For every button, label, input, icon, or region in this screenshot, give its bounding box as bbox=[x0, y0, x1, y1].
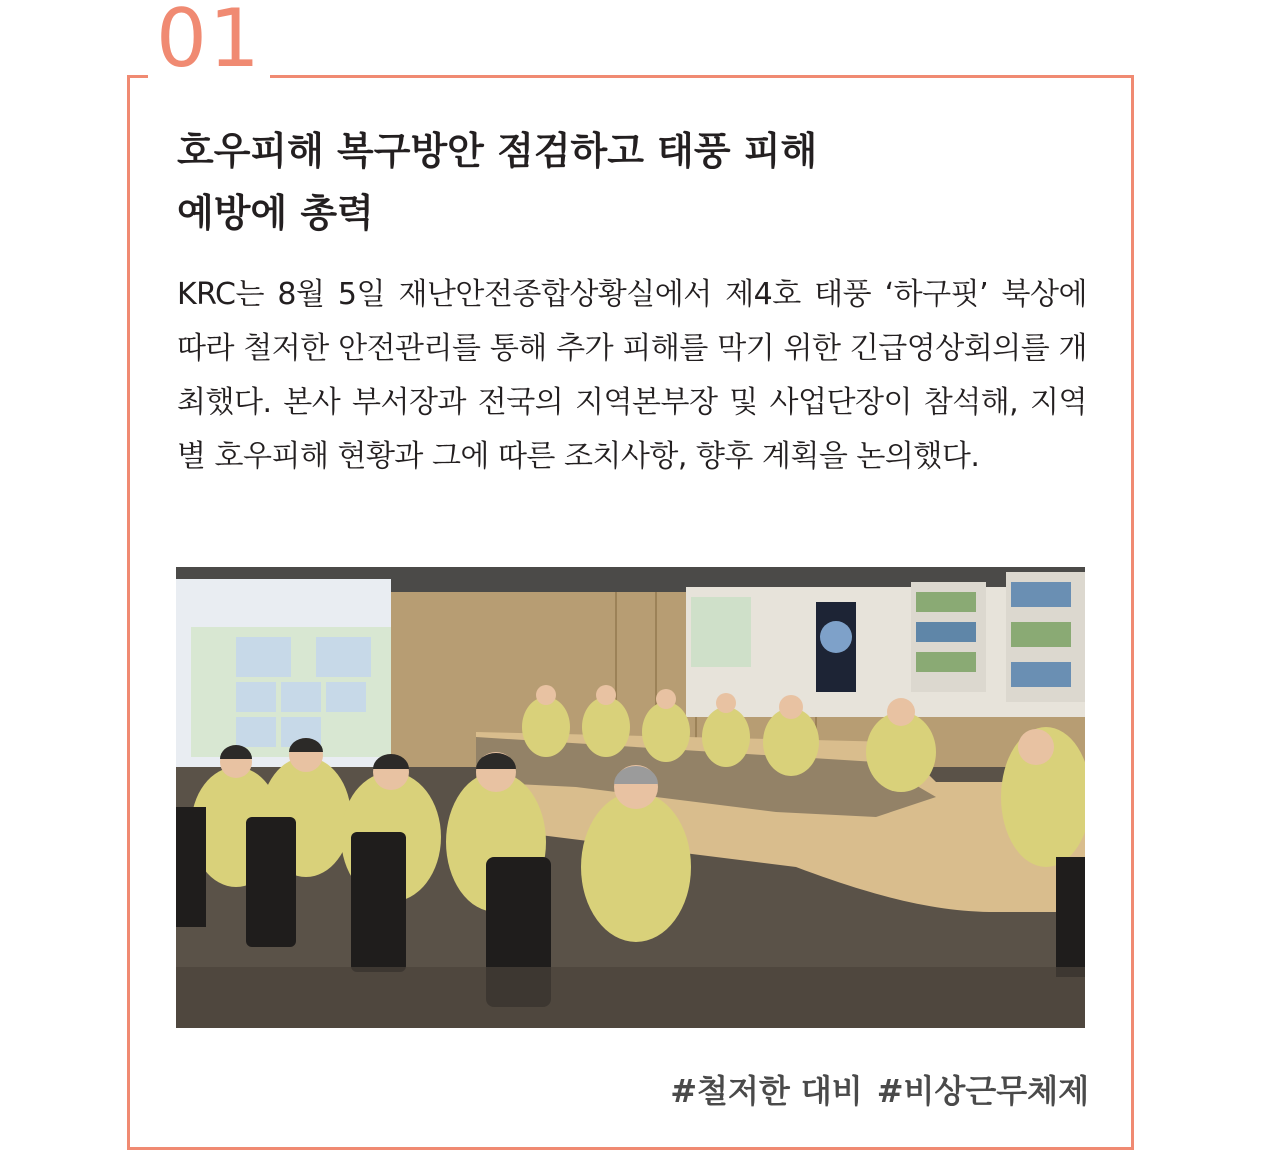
hashtag-list bbox=[670, 1066, 1089, 1116]
hashtag-1: #철저한 대비 bbox=[670, 1072, 863, 1110]
article-title bbox=[177, 120, 1077, 244]
hashtag-2: #비상근무체제 bbox=[876, 1072, 1089, 1110]
title-line-2: 예방에 총력 bbox=[177, 191, 374, 235]
article-body: KRC는 8월 5일 재난안전종합상황실에서 제4호 태풍 ‘하구핏’ 북상에 따라 철저한 안전관리를 통해 추가 피해를 막기 위한 긴급영상회의를 개최했다. 본사 부서장과 전국의 지역본부장 및 사업단장이 참석해, 지역별 호우피해 현황과 그에 따른 조치사항, 향후 계획을 논의했다. bbox=[177, 277, 1087, 474]
section-number: 01 bbox=[148, 0, 270, 86]
meeting-photo bbox=[176, 567, 1085, 1028]
title-line-1: 호우피해 복구방안 점검하고 태풍 피해 bbox=[177, 129, 818, 173]
